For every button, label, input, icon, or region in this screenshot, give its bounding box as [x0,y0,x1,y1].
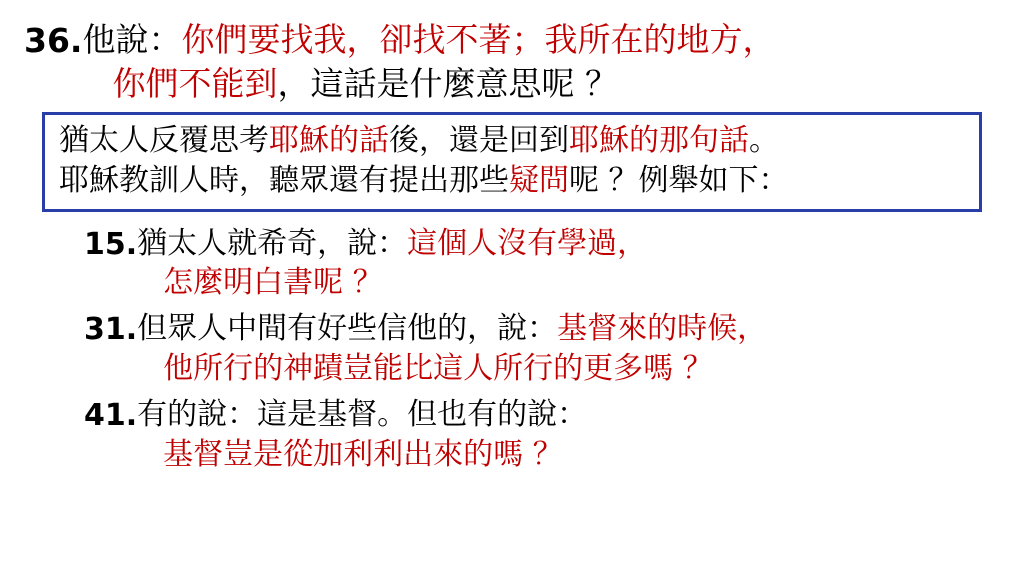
verse-segment: 他所行的神蹟豈能比這人所行的更多嗎 ？ [163,351,713,387]
verse-number: 31. [84,312,138,348]
commentary-segment: 耶穌的那句話 [569,122,749,158]
verse-line [82,18,1000,62]
commentary-segment: 後，還是回到 [389,122,569,158]
commentary-segment: 呢 ？例舉如下： [569,162,789,198]
verse-segment: 他說： [82,20,182,59]
verse-segment: 你們不能到 [112,63,278,103]
commentary-box [42,112,982,212]
verse-segment: 猶太人就希奇，說： [137,225,408,261]
verse-block [84,395,1000,475]
verse-segment: 但眾人中間有好些信他的，說： [137,311,558,347]
verse-line [137,435,1000,475]
verse-number: 15. [84,226,138,262]
verse-line [137,224,1000,264]
verse-segment: 有的說：這是基督。但也有的說： [137,397,588,433]
commentary-line [59,161,969,201]
verse-text [137,395,1000,475]
verse-block [84,224,1000,304]
verse-number: 36. [24,21,83,60]
commentary-segment: 耶穌的話 [269,122,389,158]
verse-line [137,349,1000,389]
verse-segment: 你們要找我，卻找不著；我所在的地方， [181,20,776,59]
verse-text [137,309,1000,389]
verse-text [137,224,1000,304]
verse-line [137,309,1000,349]
verse-block [84,309,1000,389]
verse-list [24,224,1000,475]
verse-line [82,62,1000,106]
commentary-segment: 。 [749,122,779,158]
verse-segment: 怎麼明白書呢 ？ [163,265,383,301]
verse-segment: ，這話是什麼意思呢 ？ [277,63,618,103]
verse-block-top [24,18,1000,106]
commentary-segment: 疑問 [509,162,569,198]
verse-text [82,18,1000,106]
commentary-segment: 耶穌教訓人時，聽眾還有提出那些 [59,162,509,198]
verse-segment: 基督來的時候， [557,311,768,347]
verse-line [137,395,1000,435]
verse-line [137,263,1000,303]
verse-segment: 這個人沒有學過， [407,225,648,261]
verse-segment: 基督豈是從加利利出來的嗎 ？ [163,436,563,472]
commentary-line [59,121,969,161]
verse-number: 41. [84,398,138,434]
commentary-segment: 猶太人反覆思考 [59,122,269,158]
